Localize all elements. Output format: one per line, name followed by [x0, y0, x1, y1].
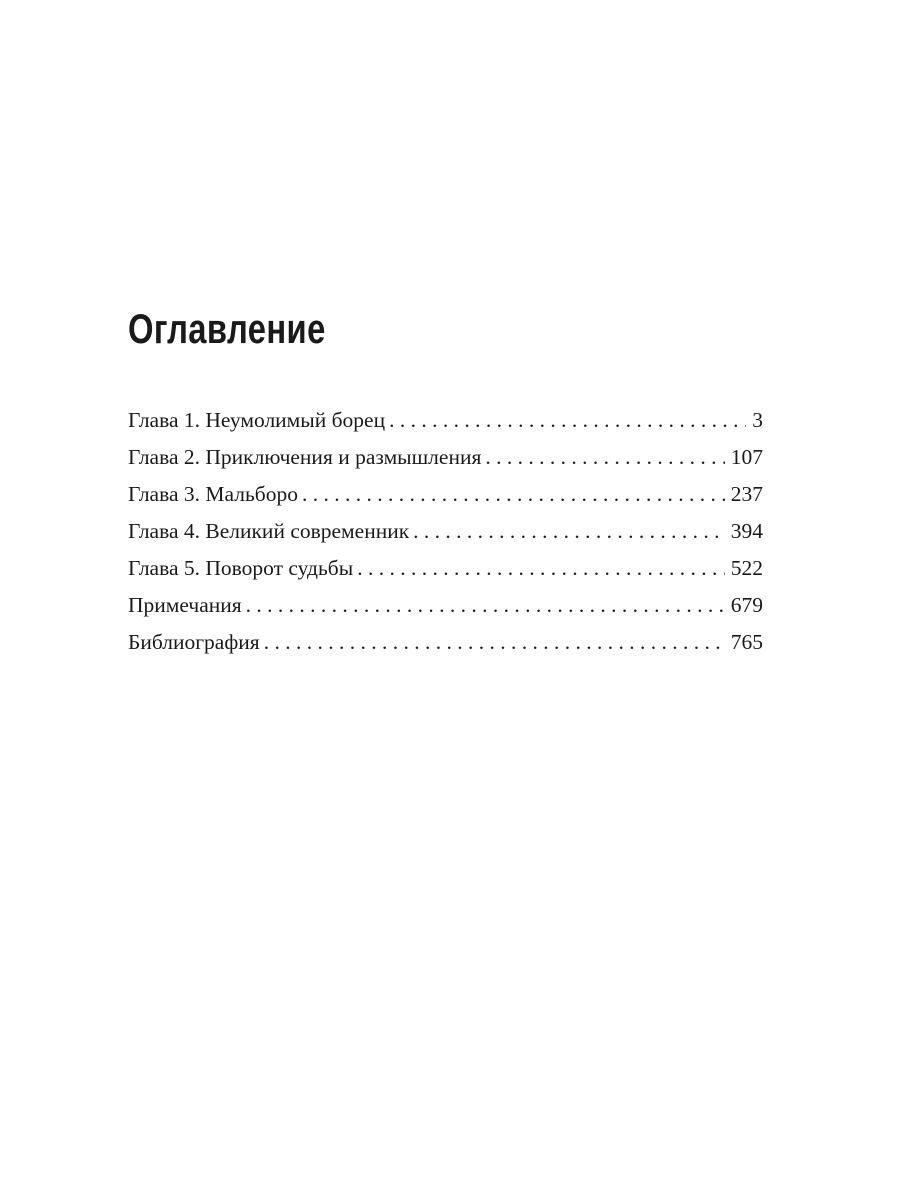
- toc-entry-page-number: 765: [730, 630, 763, 654]
- toc-entry-page-number: 3: [752, 408, 763, 432]
- dot-leader: [389, 402, 746, 439]
- page-title: Оглавление: [128, 305, 326, 352]
- toc-entry-title: Глава 3. Мальборо: [128, 482, 298, 506]
- toc-entry-bibliography: [128, 624, 763, 661]
- toc-entry-chapter-1: [128, 402, 763, 439]
- toc-entry-title: Примечания: [128, 593, 242, 617]
- toc-entry-page-number: 522: [730, 556, 763, 580]
- toc-entry-page-number: 237: [730, 482, 763, 506]
- toc-entry-title: Библиография: [128, 630, 260, 654]
- toc-entry-title: Глава 2. Приключения и размышления: [128, 445, 482, 469]
- dot-leader: [413, 513, 725, 550]
- toc-entry-chapter-2: [128, 439, 763, 476]
- dot-leader: [246, 587, 725, 624]
- table-of-contents: [128, 402, 763, 661]
- dot-leader: [264, 624, 725, 661]
- toc-entry-notes: [128, 587, 763, 624]
- toc-entry-page-number: 394: [730, 519, 763, 543]
- toc-entry-title: Глава 4. Великий современник: [128, 519, 410, 543]
- dot-leader: [485, 439, 724, 476]
- toc-entry-title: Глава 5. Поворот судьбы: [128, 556, 354, 580]
- toc-entry-chapter-4: [128, 513, 763, 550]
- toc-entry-chapter-3: [128, 476, 763, 513]
- dot-leader: [302, 476, 725, 513]
- toc-entry-page-number: 679: [730, 593, 763, 617]
- toc-entry-page-number: 107: [730, 445, 763, 469]
- toc-entry-title: Глава 1. Неумолимый борец: [128, 408, 386, 432]
- toc-entry-chapter-5: [128, 550, 763, 587]
- dot-leader: [357, 550, 725, 587]
